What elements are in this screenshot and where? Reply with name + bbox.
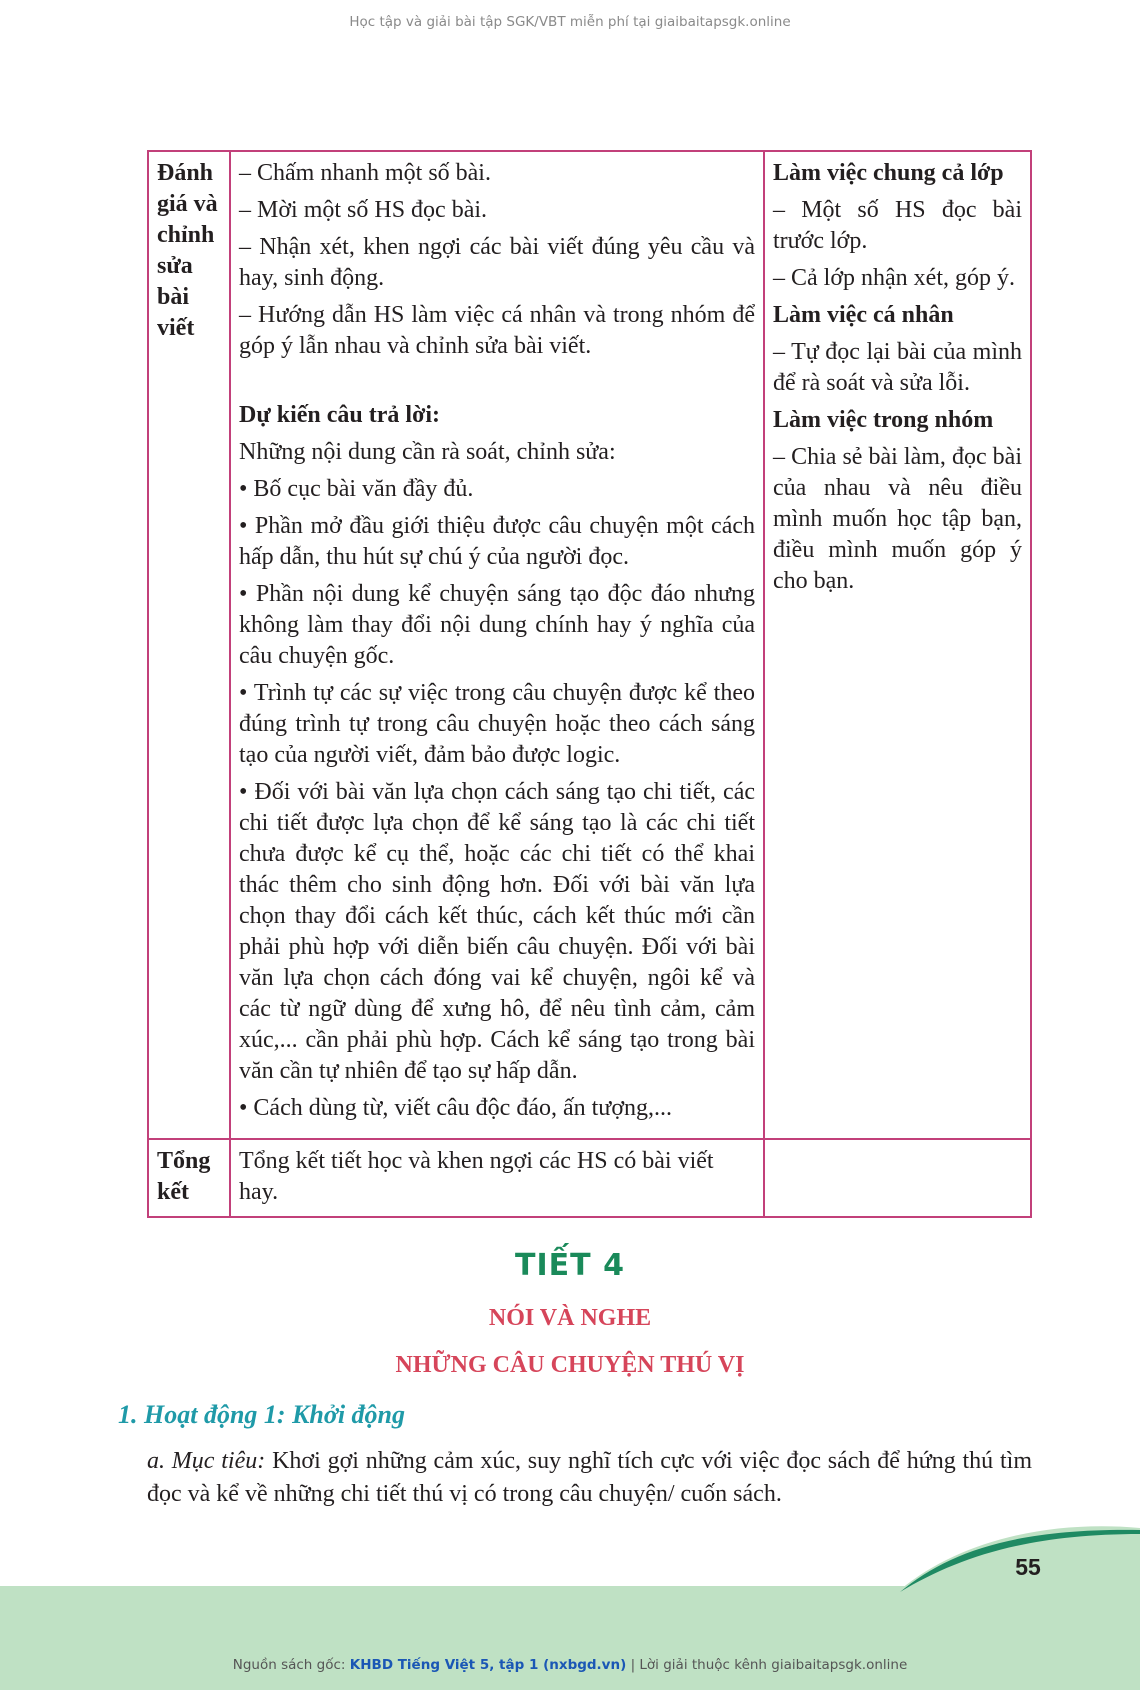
answer-intro: Những nội dung cần rà soát, chỉnh sửa: xyxy=(239,439,616,465)
teacher-line: – Hướng dẫn HS làm việc cá nhân và trong nhóm để góp ý lẫn nhau và chỉnh sửa bài viết. xyxy=(239,302,755,359)
lesson-title: TIẾT 4 xyxy=(515,1248,625,1283)
teacher-line: – Chấm nhanh một số bài. xyxy=(239,160,491,186)
table-row xyxy=(148,1139,1031,1217)
footer-source-link[interactable]: KHBD Tiếng Việt 5, tập 1 (nxbgd.vn) xyxy=(349,1657,627,1673)
student-heading: Làm việc trong nhóm xyxy=(773,407,994,433)
student-line: – Chia sẻ bài làm, đọc bài của nhau và nêu điều mình muốn học tập bạn, điều mình muốn góp ý cho bạn. xyxy=(773,444,1022,594)
objective-label: a. Mục tiêu: xyxy=(147,1448,266,1474)
answer-item: • Phần nội dung kể chuyện sáng tạo độc đáo nhưng không làm thay đổi nội dung chính hay ý nghĩa của câu chuyện gốc. xyxy=(239,581,755,669)
student-cell xyxy=(764,1139,1031,1217)
story-title: NHỮNG CÂU CHUYỆN THÚ VỊ xyxy=(395,1352,745,1378)
teacher-line: – Nhận xét, khen ngợi các bài viết đúng yêu cầu và hay, sinh động. xyxy=(239,234,755,291)
teacher-line: – Mời một số HS đọc bài. xyxy=(239,197,488,223)
footer-suffix: | Lời giải thuộc kênh giaibaitapsgk.online xyxy=(630,1657,908,1673)
step-cell: Đánh giá và chỉnh sửa bài viết xyxy=(148,151,230,1139)
footer-credit xyxy=(0,1657,1140,1673)
activity-heading: 1. Hoạt động 1: Khởi động xyxy=(118,1400,406,1429)
step-cell: Tổng kết xyxy=(148,1139,230,1217)
section-title: NÓI VÀ NGHE xyxy=(488,1305,652,1331)
teacher-cell xyxy=(230,151,764,1139)
student-line: – Cả lớp nhận xét, góp ý. xyxy=(773,265,1015,291)
page-number: 55 xyxy=(1015,1554,1041,1580)
student-line: – Một số HS đọc bài trước lớp. xyxy=(773,197,1022,254)
objective-paragraph xyxy=(147,1445,1032,1511)
answer-item: • Cách dùng từ, viết câu độc đáo, ấn tượng,... xyxy=(239,1095,673,1121)
answer-item: • Bố cục bài văn đầy đủ. xyxy=(239,476,474,502)
footer-band xyxy=(0,1586,1140,1690)
student-heading: Làm việc chung cả lớp xyxy=(773,160,1004,186)
student-heading: Làm việc cá nhân xyxy=(773,302,954,328)
objective-text: Khơi gợi những cảm xúc, suy nghĩ tích cực với việc đọc sách để hứng thú tìm đọc và kể về những chi tiết thú vị có trong câu chuyện/ cuốn sách. xyxy=(147,1448,1033,1507)
table-row xyxy=(148,151,1031,1139)
student-line: – Tự đọc lại bài của mình để rà soát và sửa lỗi. xyxy=(773,339,1022,396)
answer-item: • Đối với bài văn lựa chọn cách sáng tạo chi tiết, các chi tiết được lựa chọn để kể sáng tạo là các chi tiết chưa được kể cụ thể, hoặc các chi tiết có thể khai thác thêm cho sinh động hơn. Đối với bài văn lựa chọn thay đổi cách kết thúc, cách kết thúc mới cần phải phù hợp với diễn biến câu chuyện. Đối với bài văn lựa chọn cách đóng vai kể chuyện, ngôi kể và các từ ngữ dùng để xưng hô, để nêu tình cảm, cảm xúc,... cần phải phù hợp. Cách kể sáng tạo trong bài văn cần tự nhiên để tạo sự hấp dẫn. xyxy=(239,779,755,1084)
student-cell xyxy=(764,151,1031,1139)
answer-heading: Dự kiến câu trả lời: xyxy=(239,402,441,428)
answer-item: • Phần mở đầu giới thiệu được câu chuyện một cách hấp dẫn, thu hút sự chú ý của người đọc. xyxy=(239,513,755,570)
lesson-table xyxy=(147,150,1032,1218)
footer-prefix: Nguồn sách gốc: xyxy=(232,1657,346,1673)
teacher-cell: Tổng kết tiết học và khen ngợi các HS có bài viết hay. xyxy=(230,1139,764,1217)
top-banner: Học tập và giải bài tập SGK/VBT miễn phí tại giaibaitapsgk.online xyxy=(349,14,791,30)
answer-item: • Trình tự các sự việc trong câu chuyện được kể theo đúng trình tự trong câu chuyện hoặc theo cách sáng tạo của người viết, đảm bảo được logic. xyxy=(239,680,755,768)
